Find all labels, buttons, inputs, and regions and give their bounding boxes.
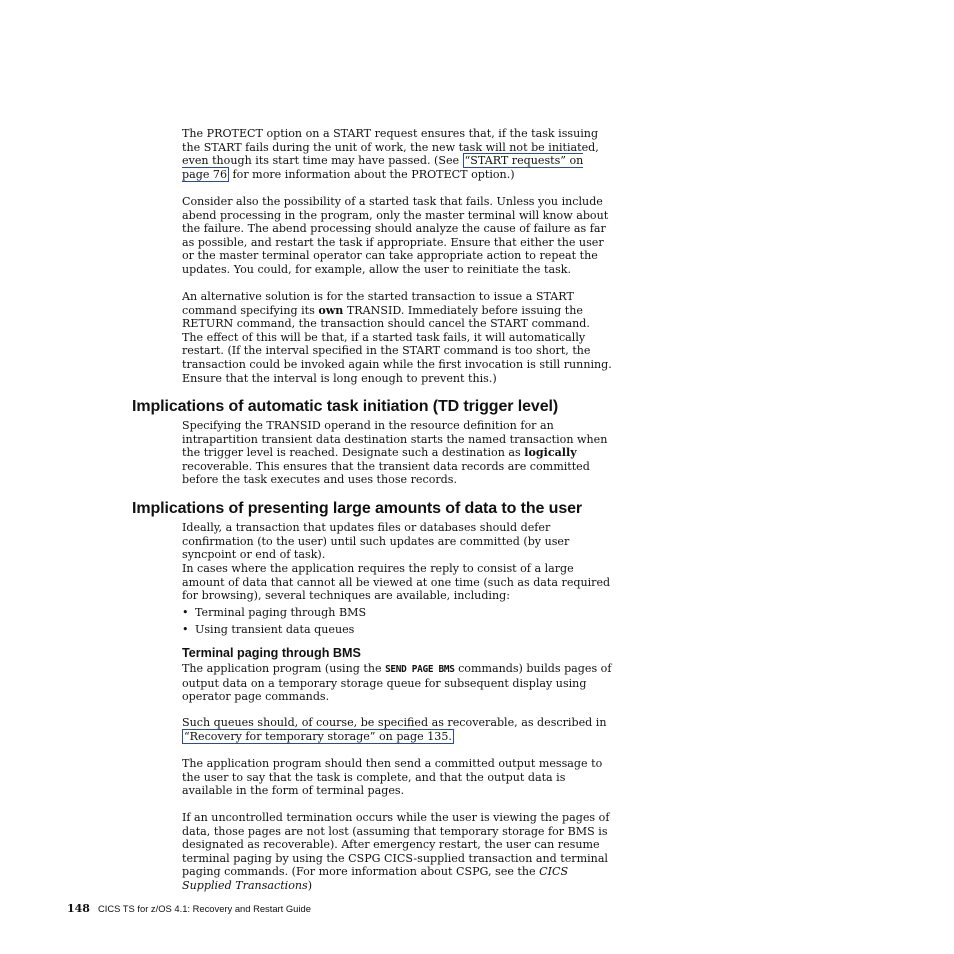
paragraph-defer-confirmation: Ideally, a transaction that updates files or databases should defer confirmation (to the user) until such updates are committed (by user syncpoint or end of task). (182, 521, 570, 562)
link-start-requests[interactable]: “START requests” on page 76 (182, 154, 584, 181)
text-run: Such queues should, of course, be specified as recoverable, as described in (182, 716, 607, 729)
link-recovery-temporary-storage[interactable]: “Recovery for temporary storage” on page 135. (184, 729, 452, 743)
bullet-icon: • (182, 606, 189, 619)
list-item-text: Using transient data queues (195, 623, 355, 636)
paragraph-committed-output-message: The application program should then send a committed output message to the user to say that the task is complete, and that the output data is available in the form of terminal pages. (182, 757, 603, 798)
techniques-list (182, 606, 366, 640)
text-run: ) (307, 878, 313, 892)
paragraph-protect-option (182, 127, 614, 181)
paragraph-alternative-solution (182, 290, 614, 385)
paragraph-uncontrolled-termination (182, 811, 614, 893)
paragraph-started-task-fails: Consider also the possibility of a started task that fails. Unless you include abend processing in the program, only the master terminal will know about the failure. The abend processing should analyze the cause of failure as far as possible, and restart the task if appropriate. Ensure that either the user or the master terminal operator can take appropriate action to repeat the updates. You could, for example, allow the user to reinitiate the task. (182, 195, 609, 276)
text-run: recoverable. This ensures that the transient data records are committed before the task executes and uses those records. (182, 459, 590, 487)
text-run: commands) builds pages of output data on a temporary storage queue for subsequent display using operator page commands. (182, 662, 612, 704)
text-run: If an uncontrolled termination occurs while the user is viewing the pages of data, those pages are not lost (assuming that temporary storage for BMS is designated as recoverable). After emergency restart, the user can resume terminal paging by using the CSPG CICS-supplied transaction and terminal paging commands. (For more information about CSPG, see the (182, 811, 610, 879)
section-heading-automatic-task-initiation: Implications of automatic task initiation (TD trigger level) (132, 398, 559, 415)
text-run: The application program (using the (182, 662, 386, 675)
bullet-icon: • (182, 623, 189, 636)
list-item (182, 623, 366, 640)
text-run: Specifying the TRANSID operand in the resource definition for an intrapartition transient data destination starts the named transaction when the trigger level is reached. Designate such a destination as (182, 419, 608, 460)
text-run: for more information about the PROTECT option.) (229, 167, 515, 181)
paragraph-application-program-pages (182, 662, 614, 704)
italic-text: CICS Supplied Transactions (182, 865, 569, 892)
paragraph-queues-recoverable (182, 716, 614, 743)
subsection-heading-terminal-paging: Terminal paging through BMS (182, 646, 361, 660)
list-item (182, 606, 366, 623)
code-command: SEND PAGE BMS (385, 664, 455, 675)
book-title: CICS TS for z/OS 4.1: Recovery and Restart Guide (97, 903, 311, 914)
text-run: The PROTECT option on a START request ensures that, if the task issuing the START fails during the unit of work, the new task will not be initiated, even though its start time may have passed. (See (182, 127, 599, 168)
list-item-text: Terminal paging through BMS (195, 606, 367, 619)
paragraph-large-reply: In cases where the application requires the reply to consist of a large amount of data that cannot all be viewed at one time (such as data required for browsing), several techniques are available, including: (182, 562, 611, 603)
bold-text: logically (524, 446, 577, 460)
paragraph-transid-operand (182, 419, 614, 487)
page-number: 148 (67, 902, 90, 915)
section-heading-large-amounts-of-data: Implications of presenting large amounts of data to the user (132, 500, 583, 517)
text-run: An alternative solution is for the started transaction to issue a START command specifying its (182, 290, 574, 317)
page-footer (67, 902, 311, 915)
bold-text: own (318, 303, 344, 317)
text-run: TRANSID. Immediately before issuing the RETURN command, the transaction should cancel the START command. The effect of this will be that, if a started task fails, it will automatically restart. (If the interval specified in the START command is too short, the transaction could be invoked again while the first invocation is still running. Ensure that the interval is long enough to prevent this.) (182, 303, 612, 385)
